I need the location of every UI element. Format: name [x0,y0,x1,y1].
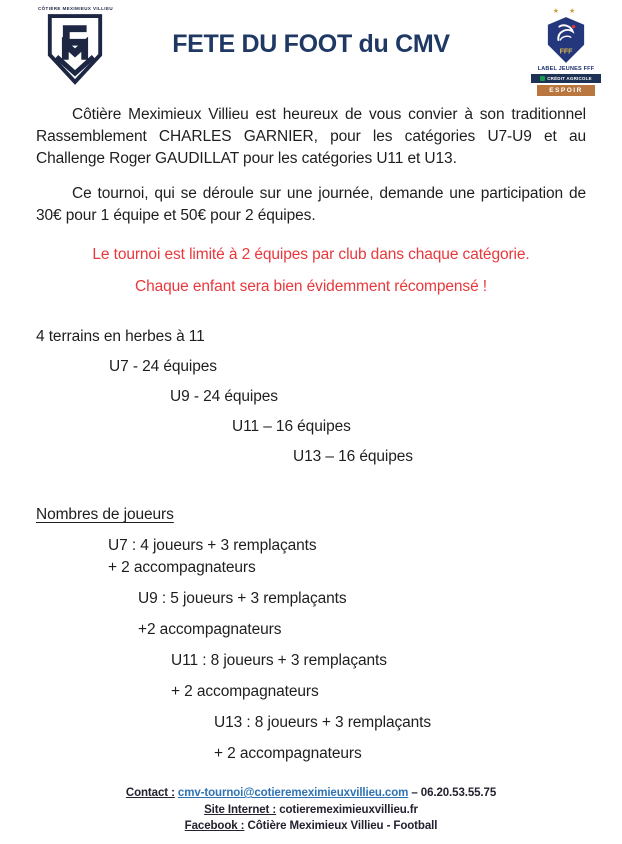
credit-agricole-icon [540,76,545,81]
players-u9-line2: +2 accompagnateurs [138,621,282,638]
document-body [0,104,622,765]
footer [0,785,622,835]
contact-label: Contact : [125,787,175,799]
website-value: cotieremeximieuxvillieu.fr [279,803,418,816]
intro-paragraph-2: Ce tournoi, qui se déroule sur une journée, demande une participation de 30€ pour 1 équipe et 50€ pour 2 équipes. [36,185,586,224]
stars-icon: ★ ★ [552,8,580,15]
credit-agricole-text: CRÉDIT AGRICOLE [547,76,592,81]
intro-paragraph-1: Côtière Meximieux Villieu est heureux de vous convier à son traditionnel Rassemblement CHARLES GARNIER, pour les catégories U7-U9 et au Challenge Roger GAUDILLAT pour les catégories U11 et U13. [36,106,586,167]
field-item-u13: U13 – 16 équipes [293,448,413,465]
players-u7-line1: U7 : 4 joueurs + 3 remplaçants [108,537,317,554]
facebook-line [0,818,622,835]
credit-agricole-bar [531,74,601,83]
fff-shield-icon [527,16,605,64]
facebook-label: Facebook : [184,820,245,832]
svg-text:FFF: FFF [559,47,573,56]
fff-label-text: LABEL JEUNES FFF [537,66,595,72]
limit-notice: Le tournoi est limité à 2 équipes par club dans chaque catégorie. [92,246,530,263]
contact-line [0,785,622,802]
facebook-value: Côtière Meximieux Villieu - Football [247,820,438,832]
players-u11-line2: + 2 accompagnateurs [171,683,319,700]
players-heading: Nombres de joueurs [36,506,174,523]
page-title: FETE DU FOOT du CMV [172,30,450,58]
espoir-badge: ESPOIR [537,85,595,96]
website-line [0,802,622,819]
field-item-u7: U7 - 24 équipes [109,358,217,375]
fields-section [36,326,586,468]
website-label: Site Internet : [204,803,277,816]
players-u13-line1: U13 : 8 joueurs + 3 remplaçants [214,714,432,731]
players-u11-line1: U11 : 8 joueurs + 3 remplaçants [171,652,387,669]
players-u7-line2: + 2 accompagnateurs [108,559,256,576]
reward-notice: Chaque enfant sera bien évidemment récompensé ! [134,278,487,295]
header [0,0,622,98]
field-item-u11: U11 – 16 équipes [232,418,351,435]
fields-heading: 4 terrains en herbes à 11 [36,328,205,345]
fff-label-badge [527,8,605,96]
field-item-u9: U9 - 24 équipes [170,388,278,405]
club-name-caption: CÔTIÈRE MEXIMIEUX VILLIEU [38,6,114,11]
players-u9-line1: U9 : 5 joueurs + 3 remplaçants [138,590,347,607]
players-u13-line2: + 2 accompagnateurs [214,745,362,762]
players-section [36,504,586,765]
contact-email-link[interactable]: cmv-tournoi@cotieremeximieuxvillieu.com [177,787,409,799]
contact-phone: – 06.20.53.55.75 [411,787,497,799]
